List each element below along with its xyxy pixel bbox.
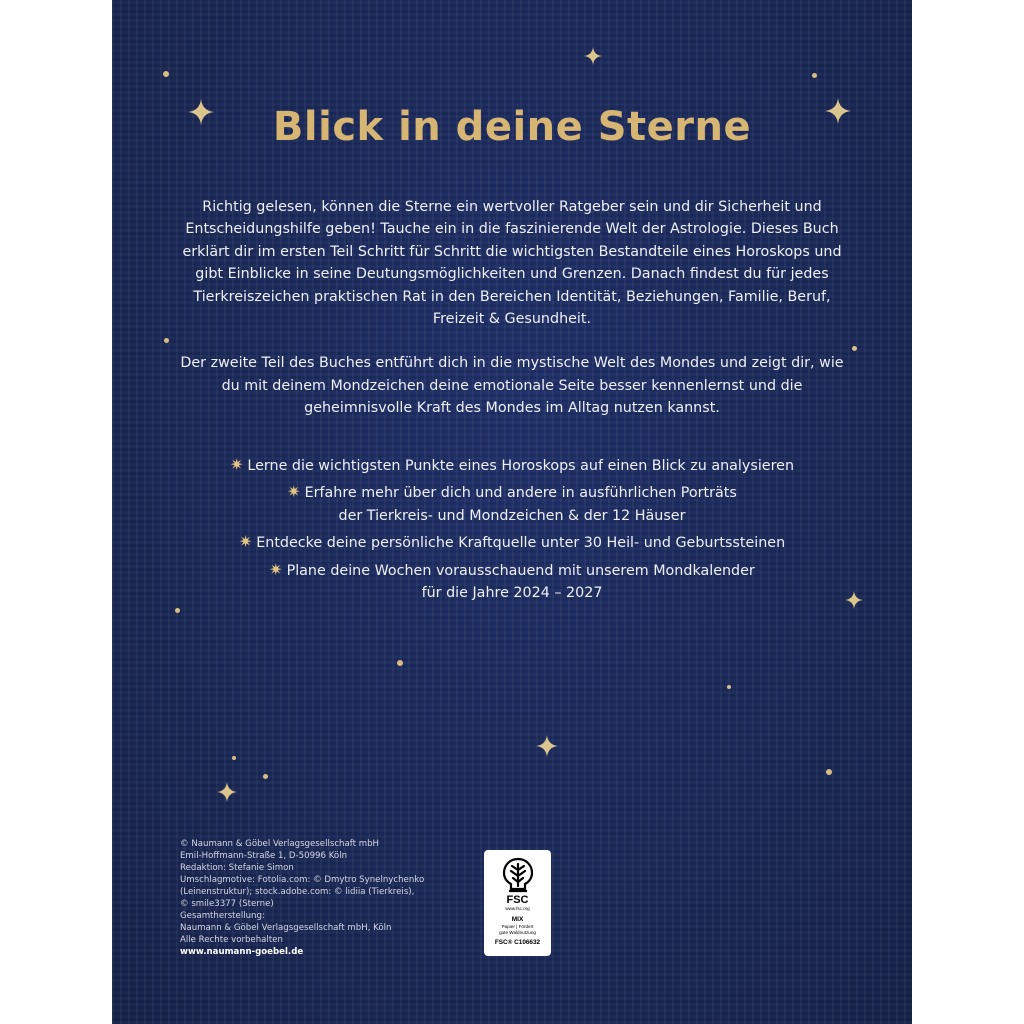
imprint-line: Redaktion: Stefanie Simon	[180, 863, 294, 873]
fsc-url: www.fsc.org	[505, 906, 530, 911]
sparkle-bullet-icon: ✷	[287, 482, 301, 502]
fsc-claim: Papier | Fördert	[501, 924, 534, 929]
book-back-cover	[112, 0, 912, 1024]
fsc-category: MIX	[511, 916, 524, 923]
fsc-license-code: FSC® C106632	[494, 939, 541, 946]
feature-text: Entdecke deine persönliche Kraftquelle unter 30 Heil- und Geburtssteinen	[256, 535, 786, 552]
sparkle-bullet-icon: ✷	[269, 559, 283, 579]
imprint-line: Gesamtherstellung:	[180, 911, 265, 921]
imprint-line: © smile3377 (Sterne)	[180, 899, 274, 909]
imprint-line: Alle Rechte vorbehalten	[180, 935, 283, 945]
feature-text: Plane deine Wochen vorausschauend mit unserem Mondkalender	[286, 562, 755, 579]
feature-item	[152, 454, 872, 477]
imprint-line: © Naumann & Göbel Verlagsgesellschaft mbH	[180, 839, 380, 849]
imprint-line: Emil-Hoffmann-Straße 1, D-50996 Köln	[180, 851, 348, 861]
imprint-line: Naumann & Göbel Verlagsgesellschaft mbH, Köln	[180, 923, 392, 933]
imprint-line: (Leinenstruktur); stock.adobe.com: © lidiia (Tierkreis),	[180, 887, 415, 897]
feature-text: Lerne die wichtigsten Punkte eines Horoskops auf einen Blick zu analysieren	[247, 458, 795, 474]
star-dot	[175, 608, 180, 613]
fsc-certification-label	[484, 850, 551, 956]
feature-item	[152, 559, 872, 605]
star-dot	[812, 73, 817, 78]
star-dot	[397, 660, 403, 666]
star-dot	[852, 346, 857, 351]
feature-item	[152, 481, 872, 527]
publisher-imprint	[180, 838, 470, 958]
star-dot	[826, 769, 832, 775]
feature-text: Erfahre mehr über dich und andere in ausführlichen Porträts	[304, 485, 737, 502]
book-description	[172, 196, 852, 420]
star-dot	[232, 756, 236, 760]
description-paragraph-2: Der zweite Teil des Buches entführt dich in die mystische Welt des Mondes und zeigt dir, wie du mit deinem Mondzeichen deine emotionale Seite besser kennenlernst und die geheimnisvolle Kraft des Mondes im Alltag nutzen kannst.	[180, 355, 844, 417]
star-dot	[164, 338, 169, 343]
sparkle-star-icon	[536, 735, 558, 757]
sparkle-bullet-icon: ✷	[229, 455, 244, 474]
publisher-website: www.naumann-goebel.de	[180, 947, 304, 957]
star-dot	[163, 71, 169, 77]
feature-text-continued: für die Jahre 2024 – 2027	[421, 585, 603, 602]
sparkle-bullet-icon: ✷	[238, 532, 253, 552]
sparkle-star-icon	[217, 782, 237, 802]
fsc-claim: gute Waldnutzung	[499, 930, 536, 935]
star-dot	[727, 685, 731, 689]
feature-item	[152, 531, 872, 554]
sparkle-star-icon	[584, 47, 602, 65]
book-title: Blick in deine Sterne	[272, 104, 752, 150]
imprint-line: Umschlagmotive: Fotolia.com: © Dmytro Synelnychenko	[180, 875, 425, 885]
feature-text-continued: der Tierkreis- und Mondzeichen & der 12 Häuser	[338, 507, 686, 524]
fsc-brand: FSC	[506, 894, 529, 906]
star-dot	[263, 774, 268, 779]
description-paragraph-1: Richtig gelesen, können die Sterne ein wertvoller Ratgeber sein und dir Sicherheit und Entscheidungshilfe geben! Tauche ein in die faszinierende Welt der Astrologie. Dieses Buch erklärt dir im ersten Teil Schritt für Schritt die wichtigsten Bestandteile eines Horoskops und gibt Einblicke in seine Deutungsmöglichkeiten und Grenzen. Danach findest du für jedes Tierkreiszeichen praktischen Rat in den Bereichen Identität, Beziehungen, Familie, Beruf, Freizeit & Gesundheit.	[182, 199, 842, 328]
feature-list	[152, 454, 872, 608]
fsc-tree-logo-icon	[500, 856, 536, 894]
